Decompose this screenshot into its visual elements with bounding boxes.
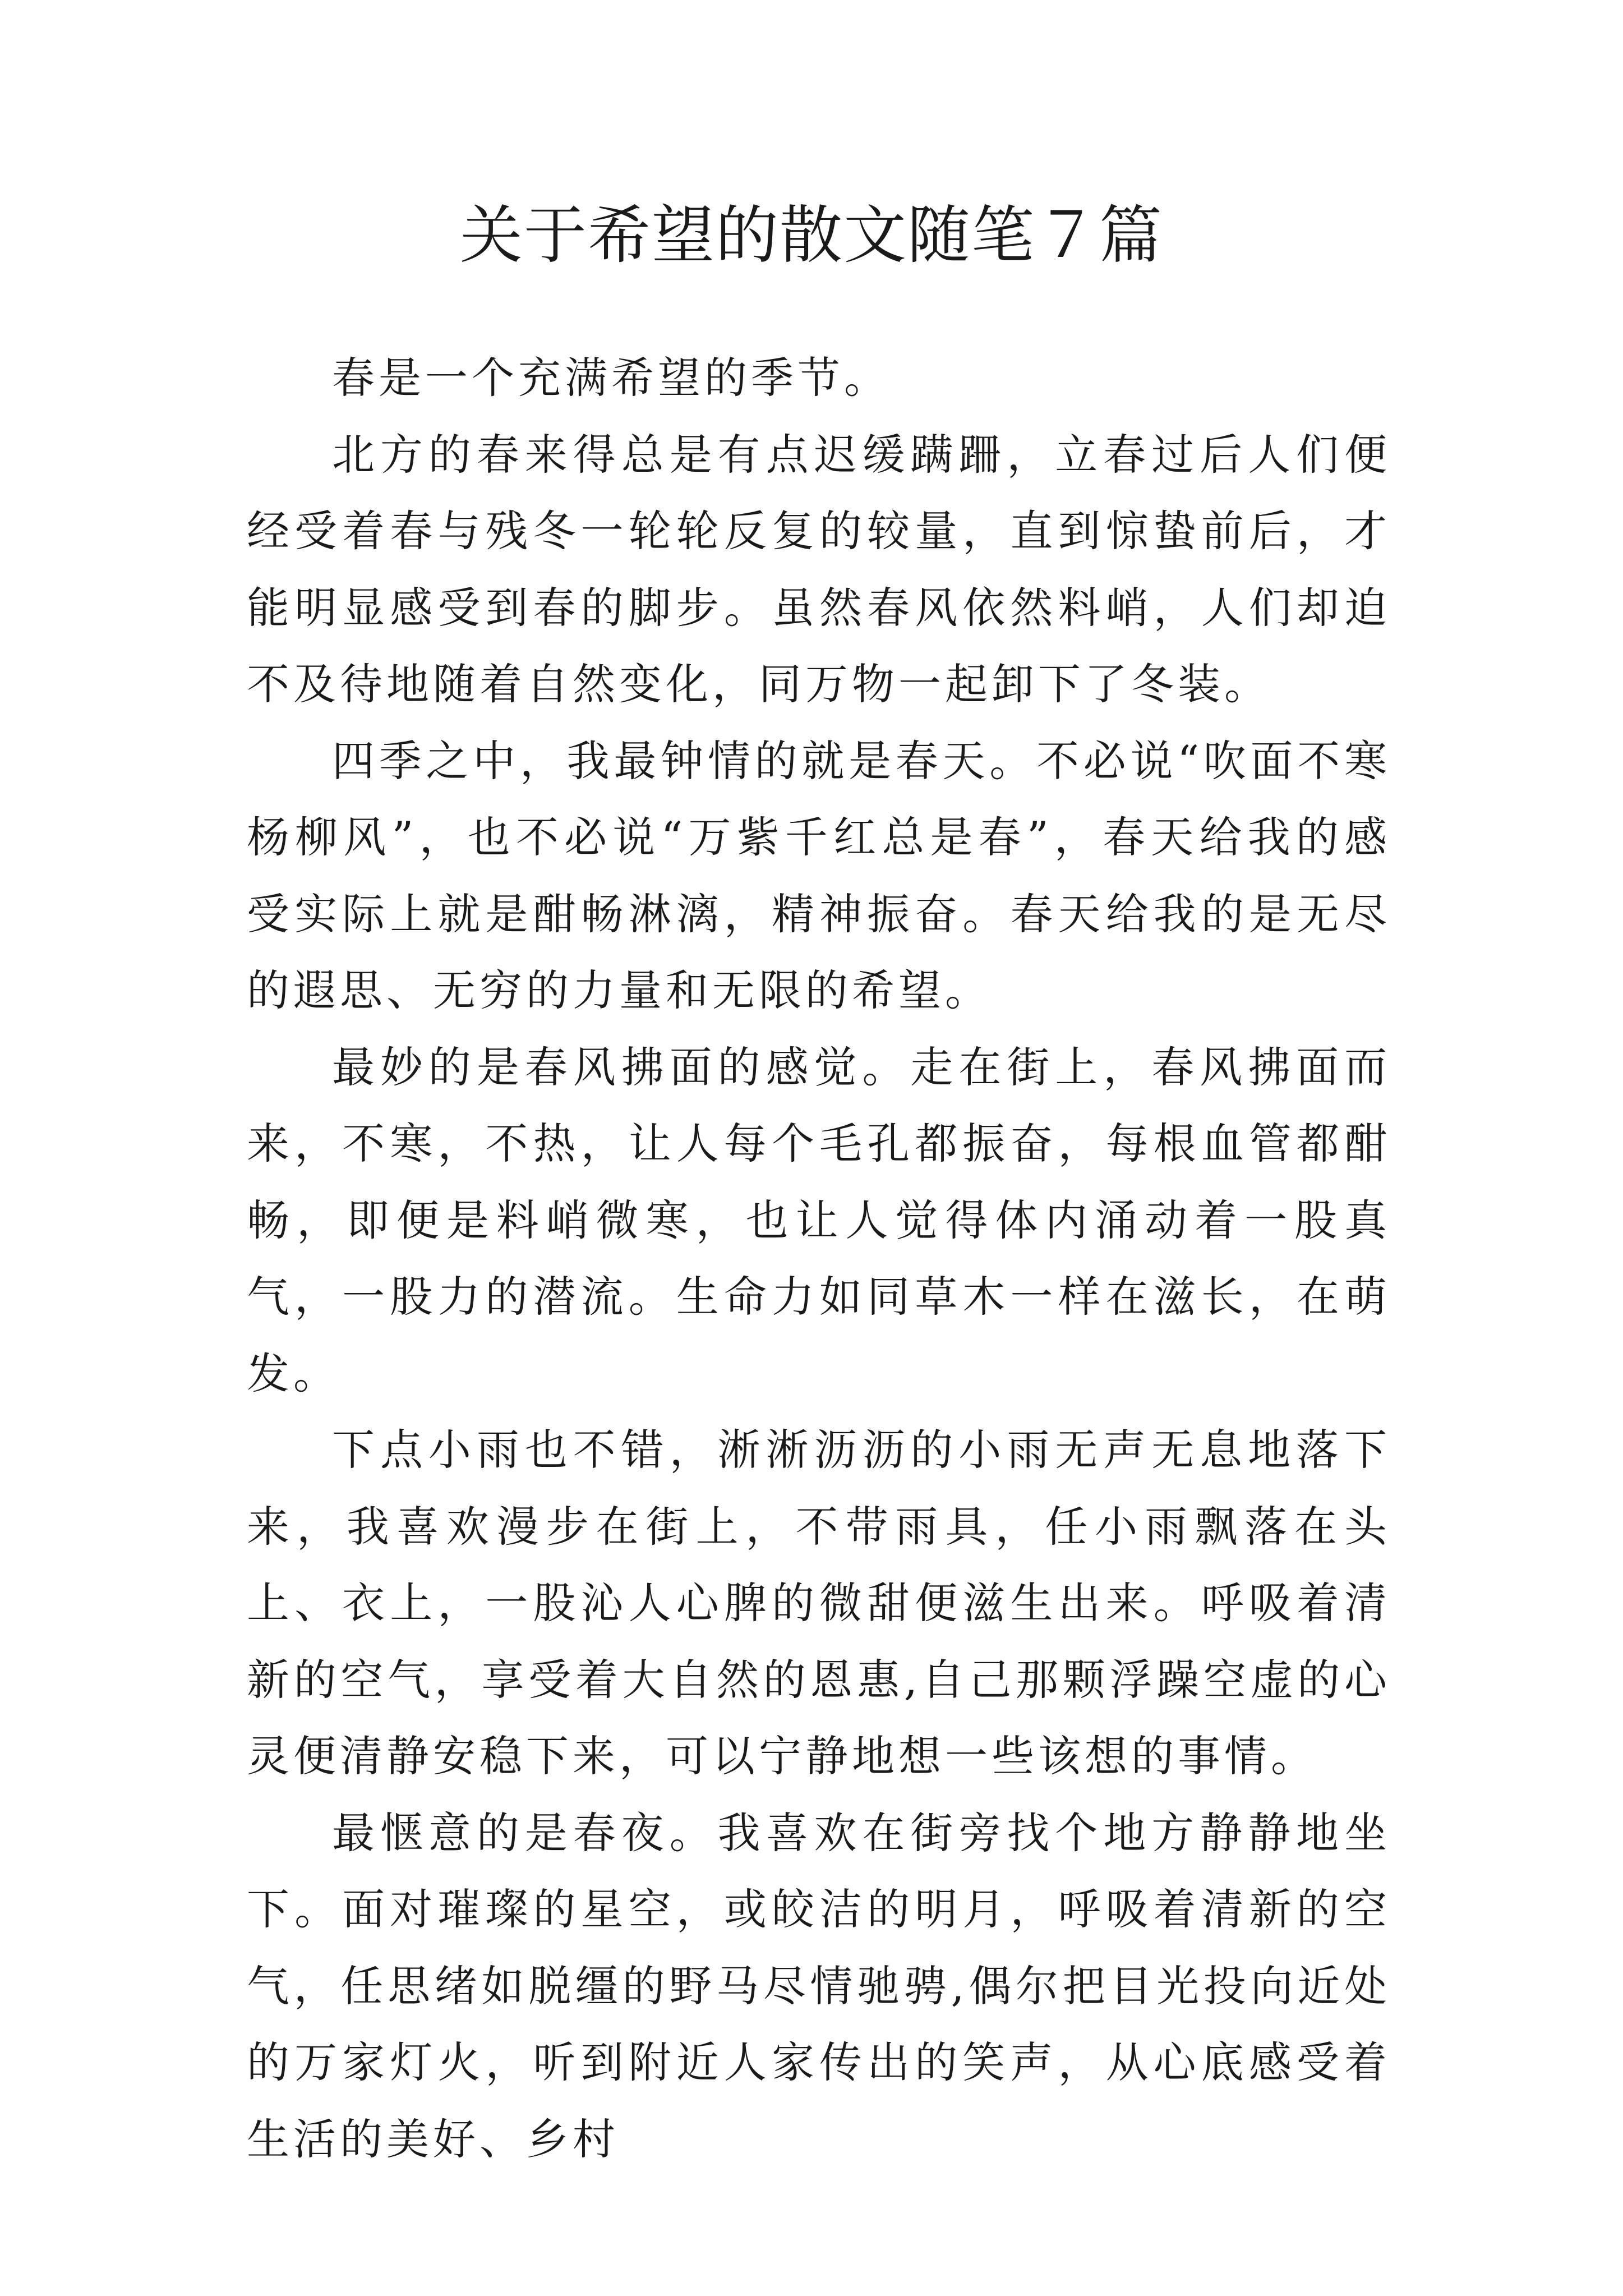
paragraph: 四季之中，我最钟情的就是春天。不必说“吹面不寒杨柳风”，也不必说“万紫千红总是春”，春天给我的感受实际上就是酣畅淋漓，精神振奋。春天给我的是无尽的遐思、无穷的力量和无限的希望。 [247, 735, 1391, 1015]
paragraph: 春是一个充满希望的季节。 [332, 353, 891, 403]
paragraph: 最妙的是春风拂面的感觉。走在街上，春风拂面而来，不寒，不热，让人每个毛孔都振奋，每根血管都酣畅，即便是料峭微寒，也让人觉得体内涌动着一股真气，一股力的潜流。生命力如同草木一样在滋长，在萌发。 [247, 1042, 1391, 1398]
paragraph: 最惬意的是春夜。我喜欢在街旁找个地方静静地坐下。面对璀璨的星空，或皎洁的明月，呼吸着清新的空气，任思绪如脱缰的野马尽情驰骋,偶尔把目光投向近处的万家灯火，听到附近人家传出的笑声，从心底感受着生活的美好、乡村 [247, 1807, 1391, 2164]
document-title: 关于希望的散文随笔７篇 [460, 199, 1163, 272]
paragraph: 下点小雨也不错，淅淅沥沥的小雨无声无息地落下来，我喜欢漫步在街上，不带雨具，任小雨飘落在头上、衣上，一股沁人心脾的微甜便滋生出来。呼吸着清新的空气，享受着大自然的恩惠,自己那颗浮躁空虚的心灵便清静安稳下来，可以宁静地想一些该想的事情。 [247, 1425, 1391, 1781]
paragraph: 北方的春来得总是有点迟缓蹒跚，立春过后人们便经受着春与残冬一轮轮反复的较量，直到惊蛰前后，才能明显感受到春的脚步。虽然春风依然料峭，人们却迫不及待地随着自然变化，同万物一起卸下了冬装。 [247, 429, 1391, 709]
document-body [247, 340, 1391, 2178]
